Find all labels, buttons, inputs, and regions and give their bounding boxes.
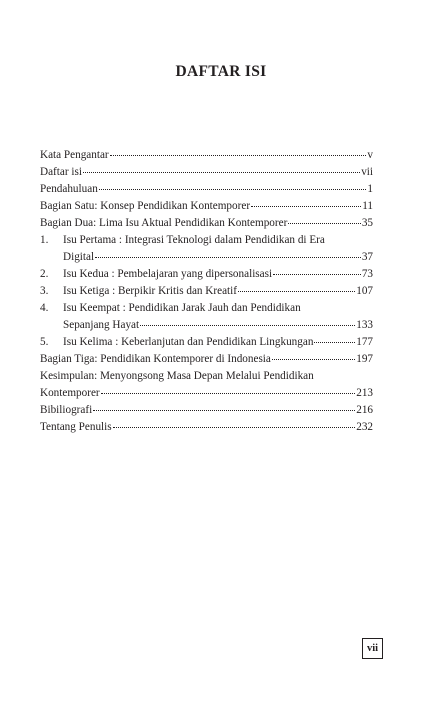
table-of-contents (40, 147, 373, 436)
toc-entry-label: Isu Ketiga : Berpikir Kritis dan Kreatif (63, 285, 237, 297)
toc-entry[interactable] (40, 215, 373, 232)
toc-entry[interactable] (40, 402, 373, 419)
dot-leader (93, 410, 355, 411)
dot-leader (273, 274, 361, 275)
toc-entry[interactable] (40, 351, 373, 368)
dot-leader (140, 325, 355, 326)
toc-entry[interactable] (40, 147, 373, 164)
toc-entry-page: v (367, 149, 373, 161)
toc-entry-number: 3. (40, 285, 49, 297)
toc-entry-page: 177 (356, 336, 373, 348)
dot-leader (272, 359, 355, 360)
dot-leader (95, 257, 361, 258)
page-number: vii (362, 638, 383, 659)
toc-entry-page: 1 (367, 183, 373, 195)
toc-entry-page: 133 (356, 319, 373, 331)
toc-entry[interactable] (40, 334, 373, 351)
toc-entry-label: Bagian Dua: Lima Isu Aktual Pendidikan Kontemporer (40, 217, 288, 229)
toc-entry-label: Pendahuluan (40, 183, 98, 195)
toc-entry-label: Isu Keempat : Pendidikan Jarak Jauh dan Pendidikan (63, 302, 301, 314)
toc-entry[interactable] (40, 419, 373, 436)
toc-entry-label: Tentang Penulis (40, 421, 112, 433)
toc-entry-label: Kesimpulan: Menyongsong Masa Depan Melalui Pendidikan (40, 370, 314, 382)
toc-entry-page: 37 (361, 251, 373, 263)
toc-entry-label-continued: Sepanjang Hayat (63, 319, 140, 331)
dot-leader (110, 155, 367, 156)
toc-entry[interactable] (40, 368, 373, 385)
dot-leader (314, 342, 355, 343)
toc-entry-page: 11 (362, 200, 373, 212)
toc-entry-page: 213 (356, 387, 373, 399)
toc-entry[interactable] (40, 283, 373, 300)
toc-entry[interactable] (40, 266, 373, 283)
toc-entry-number: 4. (40, 302, 49, 314)
toc-entry-label: Isu Kelima : Keberlanjutan dan Pendidikan Lingkungan (63, 336, 314, 348)
dot-leader (238, 291, 355, 292)
dot-leader (101, 393, 356, 394)
toc-entry-page: 197 (356, 353, 373, 365)
toc-entry-page: vii (361, 166, 373, 178)
toc-entry-page: 232 (356, 421, 373, 433)
toc-entry-number: 5. (40, 336, 49, 348)
toc-entry-label: Bagian Satu: Konsep Pendidikan Kontemporer (40, 200, 251, 212)
toc-entry-label: Daftar isi (40, 166, 82, 178)
toc-entry-label: Bibiliografi (40, 404, 93, 416)
toc-entry-label: Kata Pengantar (40, 149, 109, 161)
toc-entry[interactable] (40, 300, 373, 317)
toc-entry[interactable] (40, 198, 373, 215)
dot-leader (113, 427, 356, 428)
dot-leader (99, 189, 367, 190)
toc-entry-label: Bagian Tiga: Pendidikan Kontemporer di Indonesia (40, 353, 271, 365)
toc-entry-continuation[interactable] (40, 249, 373, 266)
toc-entry-number: 1. (40, 234, 49, 246)
dot-leader (83, 172, 360, 173)
toc-entry-label: Isu Kedua : Pembelajaran yang dipersonalisasi (63, 268, 273, 280)
dot-leader (288, 223, 360, 224)
toc-entry-page: 73 (361, 268, 373, 280)
toc-entry-continuation[interactable] (40, 385, 373, 402)
toc-entry-page: 35 (361, 217, 373, 229)
dot-leader (251, 206, 361, 207)
toc-entry[interactable] (40, 164, 373, 181)
toc-entry-label-continued: Kontemporer (40, 387, 100, 399)
toc-entry-label: Isu Pertama : Integrasi Teknologi dalam Pendidikan di Era (63, 234, 325, 246)
toc-entry-page: 107 (356, 285, 373, 297)
toc-entry-label-continued: Digital (63, 251, 95, 263)
page-title: DAFTAR ISI (175, 63, 267, 80)
toc-entry[interactable] (40, 181, 373, 198)
toc-entry-continuation[interactable] (40, 317, 373, 334)
toc-entry-page: 216 (356, 404, 373, 416)
toc-entry[interactable] (40, 232, 373, 249)
toc-entry-number: 2. (40, 268, 49, 280)
